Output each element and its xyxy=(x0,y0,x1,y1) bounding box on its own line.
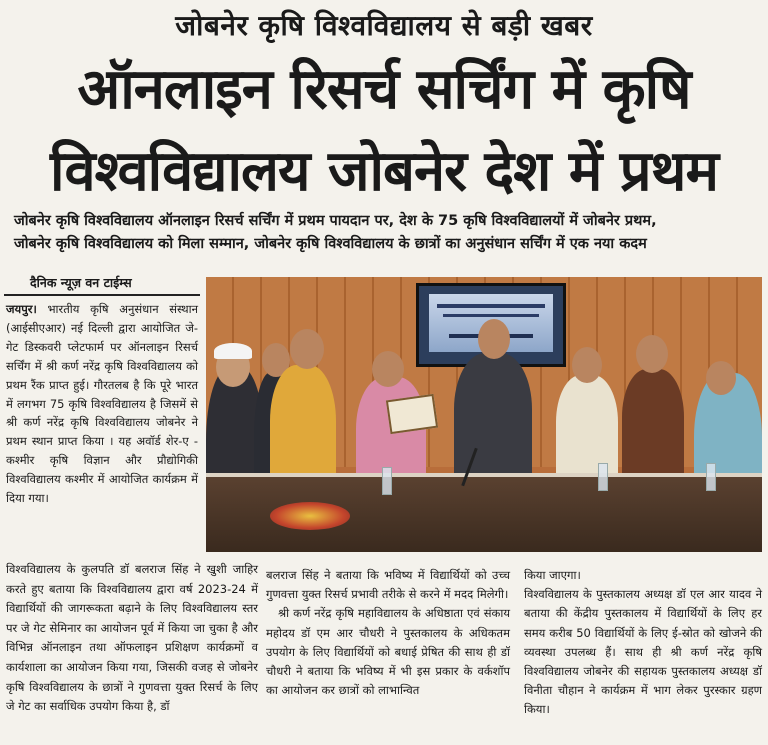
article-col4-para-b: विश्वविद्यालय के पुस्तकालय अध्यक्ष डॉ एल आर यादव ने बताया की केंद्रीय पुस्तकालय में विद्यार्थियों के लिए हर समय करीब 50 विद्यार्थियों के लिए ई-स्रोत को खोजने की व्यवस्था उपलब्ध हैं। साथ ही श्री कर्ण नरेंद्र कृषि विश्वविद्यालय जोबनेर की सहायक पुस्तकालय अध्यक्ष डॉ विनीता चौहान ने कार्यक्रम में भाग लेकर पुरस्कार ग्रहण किया। xyxy=(524,587,762,717)
article-paragraph-2: विश्वविद्यालय के कुलपति डॉ बलराज सिंह ने खुशी जाहिर करते हुए बताया कि विश्वविद्यालय द्वारा वर्ष 2023-24 में विद्यार्थियों की जागरूकता बढ़ाने के लिए विश्वविद्यालय स्तर पर जे गेट सेमिनार का आयोजन पूर्व में किया जा चुका है और विभिन्न ऑनलाइन तथा ऑफलाइन प्रशिक्षण कार्यक्रमों व कार्यशाला का आयोजन किया गया, जिसकी वजह से जोबनेर कृषि विश्वविद्यालय के छात्रों ने गुणवत्ता युक्त रिसर्च के लिए जे गेट का सर्वाधिक उपयोग किया है, डॉ xyxy=(6,562,258,714)
main-headline-line2: विश्वविद्यालय जोबनेर देश में प्रथम xyxy=(50,139,718,204)
deck-line2: जोबनेर कृषि विश्वविद्यालय को मिला सम्मान, जोबनेर कृषि विश्वविद्यालय के छात्रों का अनुसंधान सर्चिंग में एक नया कदम xyxy=(14,236,647,252)
article-paragraph-1: भारतीय कृषि अनुसंधान संस्थान (आईसीएआर) नई दिल्ली द्वारा आयोजित जे-गेट डिस्कवरी प्लेटफार्म पर ऑनलाइन रिसर्च सर्चिंग में श्री कर्ण नरेंद्र कृषि विश्वविद्यालय को प्रथम रैंक प्राप्त हुई। गौरतलब है कि पूरे भारत में लगभग 75 कृषि विश्वविद्यालय है जिसमें से श्री कर्ण नरेंद्र कृषि विश्वविद्यालय जोबनेर ने प्रथम स्थान प्राप्त किया । यह अवॉर्ड शेर-ए - कश्मीर कृषि विज्ञान और प्रौद्योगिकी विश्वविद्यालय कश्मीर में आयोजित कार्यक्रम में दिया गया। xyxy=(6,302,198,506)
article-col4-para-a: किया जाएगा। xyxy=(524,568,581,582)
news-photo xyxy=(206,277,762,552)
flower-bouquet xyxy=(270,502,350,530)
main-headline-line1: ऑनलाइन रिसर्च सर्चिंग में कृषि xyxy=(77,57,691,122)
byline: दैनिक न्यूज़ वन टाईम्स xyxy=(30,275,132,290)
dateline: जयपुर। xyxy=(6,302,37,316)
award-plaque xyxy=(386,394,438,434)
article-column-3 xyxy=(266,566,510,700)
deck-subheadline xyxy=(14,210,758,256)
person-brown-vest xyxy=(622,369,684,489)
article-col3-para-a: बलराज सिंह ने बताया कि भविष्य में विद्यार्थियों को उच्च गुणवत्ता युक्त रिसर्च प्रभावी तरीके से करने में मदद मिलेगी। xyxy=(266,568,510,602)
byline-divider xyxy=(4,294,200,296)
article-col3-para-b: श्री कर्ण नरेंद्र कृषि महाविद्यालय के अधिष्ठाता एवं संकाय महोदय डॉ एम आर चौधरी ने पुस्तकालय के अधिकतम उपयोग के लिए विद्यार्थियों को बधाई प्रेषित की साथ ही डॉ चौधरी ने बताया कि भविष्य में भी इस प्रकार के वर्कशॉप का आयोजन कर छात्रों को लाभान्वित xyxy=(266,606,510,698)
deck-line1: जोबनेर कृषि विश्वविद्यालय ऑनलाइन रिसर्च सर्चिंग में प्रथम पायदान पर, देश के 75 कृषि विश्वविद्यालयों में जोबनेर प्रथम, xyxy=(14,213,657,229)
article-column-left xyxy=(6,300,198,508)
kicker-headline: जोबनेर कृषि विश्वविद्यालय से बड़ी खबर xyxy=(175,9,593,42)
article-column-4 xyxy=(524,566,762,720)
